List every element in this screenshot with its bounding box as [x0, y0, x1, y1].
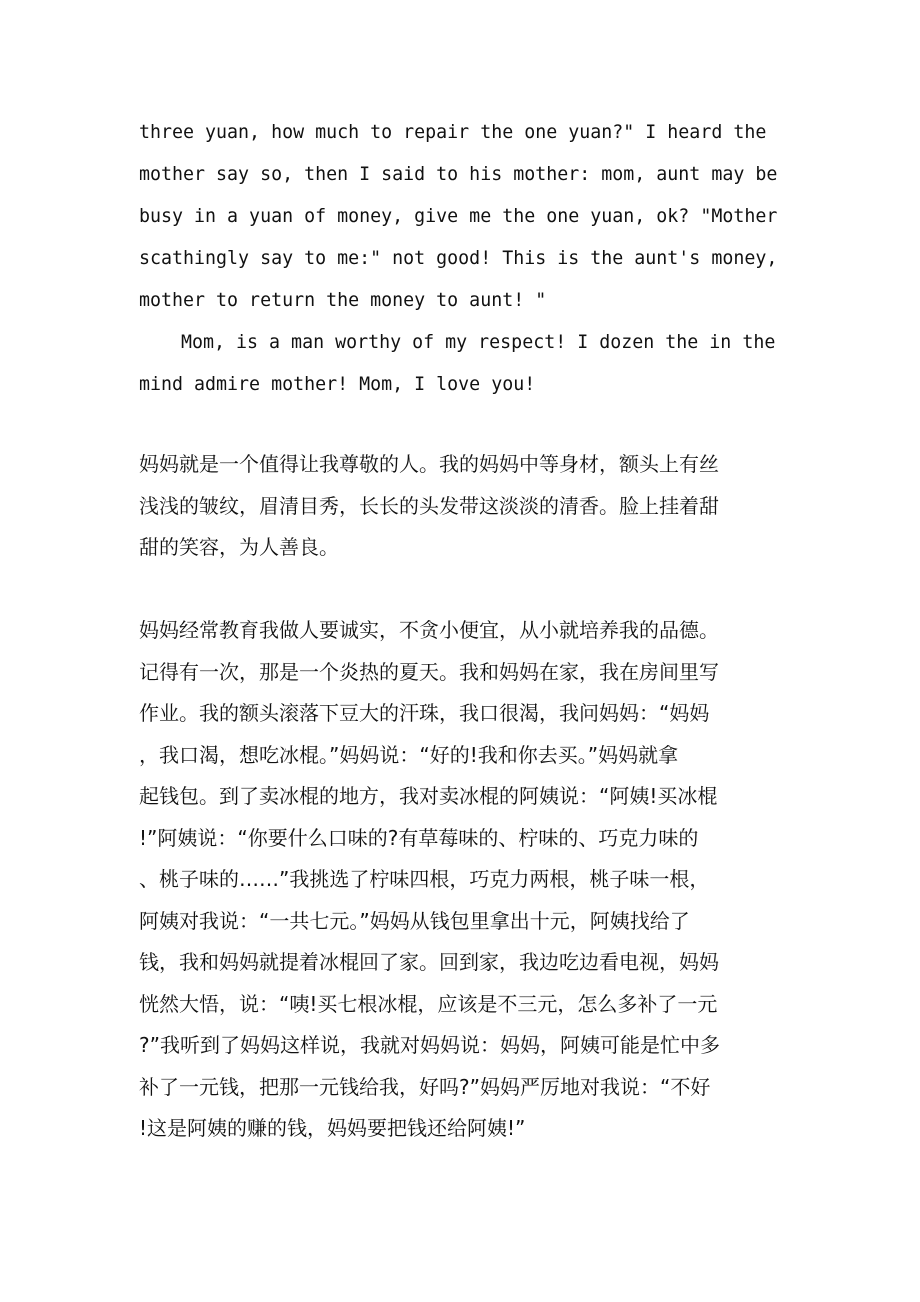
chinese-paragraph-2-line: 记得有一次，那是一个炎热的夏天。我和妈妈在家，我在房间里写	[139, 659, 719, 684]
english-paragraph-2-line: Mom, is a man worthy of my respect! I dozen the in the	[181, 332, 776, 353]
chinese-paragraph-2-line: ，我口渴，想吃冰棍。”妈妈说：“好的!我和你去买。”妈妈就拿	[139, 742, 679, 767]
chinese-paragraph-1-line: 妈妈就是一个值得让我尊敬的人。我的妈妈中等身材，额头上有丝	[139, 452, 719, 476]
english-paragraph-2-line: mind admire mother! Mom, I love you!	[139, 374, 536, 395]
chinese-paragraph-2-line: 恍然大悟，说：“咦!买七根冰棍，应该是不三元，怎么多补了一元	[139, 991, 718, 1016]
english-paragraph-1-line: mother to return the money to aunt! "	[139, 290, 547, 311]
chinese-paragraph-2-line: 作业。我的额头滚落下豆大的汗珠，我口很渴，我问妈妈：“妈妈	[139, 701, 710, 725]
english-paragraph-1-line: busy in a yuan of money, give me the one yuan, ok? "Mother	[139, 206, 778, 227]
english-text-block	[139, 112, 779, 406]
chinese-paragraph-2-line: !这是阿姨的赚的钱，妈妈要把钱还给阿姨!”	[139, 1116, 526, 1140]
chinese-paragraph-2-line: 妈妈经常教育我做人要诚实，不贪小便宜，从小就培养我的品德。	[139, 618, 719, 642]
chinese-paragraph-2-line: !”阿姨说：“你要什么口味的?有草莓味的、柠味的、巧克力味的	[139, 825, 699, 850]
chinese-paragraph-2-line: ?”我听到了妈妈这样说，我就对妈妈说：妈妈，阿姨可能是忙中多	[139, 1033, 720, 1057]
english-paragraph-1-line: three yuan, how much to repair the one yuan?" I heard the	[139, 122, 767, 143]
chinese-paragraph-2-line: 钱，我和妈妈就提着冰棍回了家。回到家，我边吃边看电视，妈妈	[139, 950, 719, 974]
chinese-paragraph-1-line: 浅浅的皱纹，眉清目秀，长长的头发带这淡淡的清香。脸上挂着甜	[139, 493, 719, 518]
chinese-paragraph-2	[139, 610, 789, 1150]
english-paragraph-1-line: mother say so, then I said to his mother: mom, aunt may be	[139, 164, 778, 185]
chinese-paragraph-2-line: 补了一元钱，把那一元钱给我，好吗?”妈妈严厉地对我说：“不好	[139, 1074, 711, 1099]
english-paragraph-1-line: scathingly say to me:" not good! This is the aunt's money,	[139, 248, 778, 269]
chinese-paragraph-2-line: 、桃子味的……”我挑选了柠味四根，巧克力两根，桃子味一根，	[139, 867, 710, 891]
chinese-paragraph-2-line: 起钱包。到了卖冰棍的地方，我对卖冰棍的阿姨说：“阿姨!买冰棍	[139, 784, 718, 808]
chinese-paragraph-1-line: 甜的笑容，为人善良。	[139, 535, 339, 559]
chinese-paragraph-2-line: 阿姨对我说：“一共七元。”妈妈从钱包里拿出十元，阿姨找给了	[139, 908, 690, 933]
chinese-paragraph-1	[139, 444, 789, 569]
